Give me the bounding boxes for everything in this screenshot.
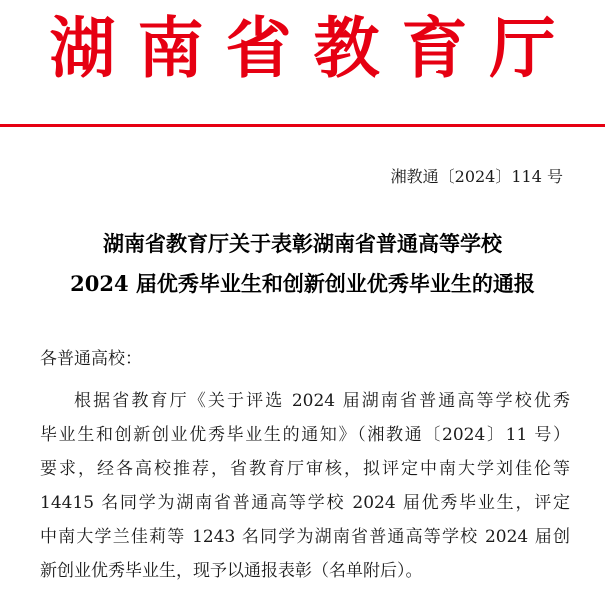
- body-line-4: 14415 名同学为湖南省普通高等学校 2024 届优秀毕业生，评定: [40, 493, 570, 513]
- body-line-6: 新创业优秀毕业生，现予以通报表彰（名单附后）。: [40, 561, 423, 581]
- body-line-1: 根据省教育厅《关于评选 2024 届湖南省普通高等学校优秀: [74, 391, 570, 411]
- document-title-line-1: 湖南省教育厅关于表彰湖南省普通高等学校: [103, 231, 502, 256]
- salutation: 各普通高校：: [40, 349, 142, 369]
- body-line-3: 要求，经各高校推荐，省教育厅审核，拟评定中南大学刘佳伦等: [40, 459, 570, 479]
- body-line-2: 毕业生和创新创业优秀毕业生的通知》（湘教通〔2024〕11 号）: [40, 425, 570, 445]
- body-paragraph: [40, 384, 570, 588]
- letterhead-red-rule: [0, 124, 605, 127]
- document-title: [0, 224, 605, 304]
- document-title-line-2: 2024 届优秀毕业生和创新创业优秀毕业生的通报: [70, 271, 535, 296]
- body-line-5: 中南大学兰佳莉等 1243 名同学为湖南省普通高等学校 2024 届创: [40, 527, 570, 547]
- letterhead-org-name: 湖南省教育厅: [49, 9, 578, 87]
- document-number: 湘教通〔2024〕114 号: [390, 167, 563, 186]
